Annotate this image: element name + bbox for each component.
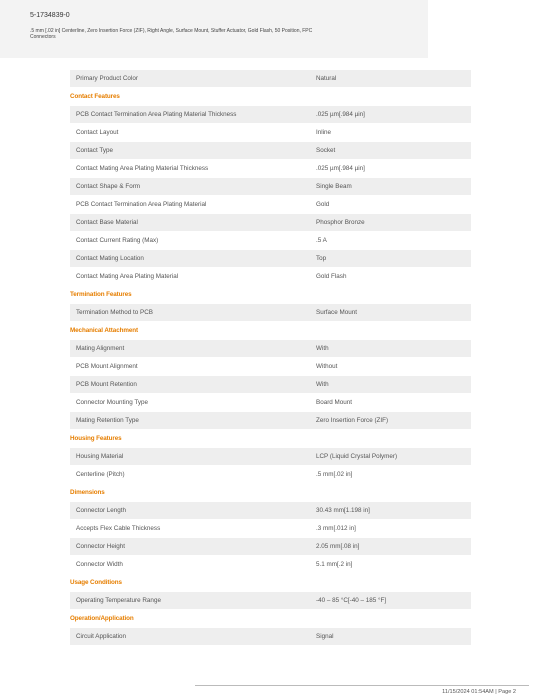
spec-row	[70, 376, 471, 394]
spec-label: Contact Mating Area Plating Material Thickness	[76, 165, 209, 172]
section-title: Termination Features	[70, 291, 132, 298]
spec-value: Top	[316, 255, 327, 262]
footer-timestamp-page: 11/15/2024 01:54AM | Page 2	[442, 689, 516, 695]
spec-row	[70, 124, 471, 142]
spec-row	[70, 556, 471, 574]
spec-value: .5 mm[.02 in]	[316, 471, 353, 478]
spec-row	[70, 106, 471, 124]
spec-row	[70, 358, 471, 376]
spec-row	[70, 232, 471, 250]
spec-label: Housing Material	[76, 453, 124, 460]
spec-label: Connector Mounting Type	[76, 399, 148, 406]
product-description: .5 mm [.02 in] Centerline, Zero Insertion Force (ZIF), Right Angle, Surface Mount, Stuffer Actuator, Gold Flash, 50 Position, FPC Connectors	[30, 28, 313, 41]
part-number: 5-1734839-0	[30, 12, 70, 19]
spec-label: Contact Shape & Form	[76, 183, 141, 190]
spec-row	[70, 160, 471, 178]
spec-row	[70, 340, 471, 358]
section-title: Dimensions	[70, 489, 105, 496]
spec-row	[70, 628, 471, 646]
spec-label: Connector Length	[76, 507, 127, 514]
spec-value: 5.1 mm[.2 in]	[316, 561, 353, 568]
spec-value: .5 A	[316, 237, 327, 244]
spec-value: Natural	[316, 75, 337, 82]
section-title: Mechanical Attachment	[70, 327, 138, 334]
spec-label: PCB Contact Termination Area Plating Material	[76, 201, 207, 208]
section-title: Housing Features	[70, 435, 122, 442]
spec-value: Single Beam	[316, 183, 352, 190]
spec-row	[70, 448, 471, 466]
spec-row	[70, 178, 471, 196]
section-title: Contact Features	[70, 93, 120, 100]
spec-row	[70, 214, 471, 232]
spec-value: Gold Flash	[316, 273, 347, 280]
specification-table	[70, 70, 471, 646]
spec-value: With	[316, 381, 329, 388]
spec-value: .025 µm[.984 µin]	[316, 165, 365, 172]
footer-divider	[195, 685, 529, 686]
spec-row	[70, 412, 471, 430]
spec-value: Signal	[316, 633, 334, 640]
spec-row	[70, 250, 471, 268]
spec-row	[70, 592, 471, 610]
spec-label: Mating Retention Type	[76, 417, 139, 424]
spec-label: Accepts Flex Cable Thickness	[76, 525, 161, 532]
document-header	[0, 0, 428, 58]
spec-row	[70, 304, 471, 322]
spec-value: Phosphor Bronze	[316, 219, 365, 226]
spec-value: .025 µm[.984 µin]	[316, 111, 365, 118]
spec-label: Contact Layout	[76, 129, 119, 136]
spec-label: Contact Type	[76, 147, 113, 154]
spec-value: Zero Insertion Force (ZIF)	[316, 417, 389, 424]
spec-value: .3 mm[.012 in]	[316, 525, 356, 532]
spec-label: Primary Product Color	[76, 75, 138, 82]
spec-row	[70, 394, 471, 412]
spec-label: Centerline (Pitch)	[76, 471, 125, 478]
spec-label: Contact Mating Location	[76, 255, 144, 262]
spec-value: 2.05 mm[.08 in]	[316, 543, 360, 550]
spec-label: Mating Alignment	[76, 345, 125, 352]
spec-value: Gold	[316, 201, 330, 208]
spec-label: Contact Current Rating (Max)	[76, 237, 159, 244]
spec-value: With	[316, 345, 329, 352]
spec-value: Socket	[316, 147, 336, 154]
spec-row	[70, 466, 471, 484]
spec-row	[70, 502, 471, 520]
spec-value: Board Mount	[316, 399, 353, 406]
spec-label: PCB Mount Retention	[76, 381, 137, 388]
spec-label: Connector Height	[76, 543, 126, 550]
section-title: Operation/Application	[70, 615, 134, 622]
spec-row	[70, 196, 471, 214]
spec-label: Operating Temperature Range	[76, 597, 161, 604]
spec-label: Contact Mating Area Plating Material	[76, 273, 179, 280]
section-title: Usage Conditions	[70, 579, 122, 586]
spec-label: Connector Width	[76, 561, 123, 568]
spec-row	[70, 268, 471, 286]
spec-label: PCB Mount Alignment	[76, 363, 138, 370]
spec-value: Surface Mount	[316, 309, 357, 316]
spec-value: -40 – 85 °C[-40 – 185 °F]	[316, 597, 387, 604]
spec-row	[70, 520, 471, 538]
spec-label: Contact Base Material	[76, 219, 138, 226]
spec-row	[70, 70, 471, 88]
spec-label: PCB Contact Termination Area Plating Material Thickness	[76, 111, 237, 118]
spec-row	[70, 538, 471, 556]
spec-label: Circuit Application	[76, 633, 127, 640]
spec-value: 30.43 mm[1.198 in]	[316, 507, 370, 514]
spec-label: Termination Method to PCB	[76, 309, 153, 316]
spec-value: LCP (Liquid Crystal Polymer)	[316, 453, 398, 460]
spec-row	[70, 142, 471, 160]
spec-value: Without	[316, 363, 338, 370]
spec-value: Inline	[316, 129, 332, 136]
